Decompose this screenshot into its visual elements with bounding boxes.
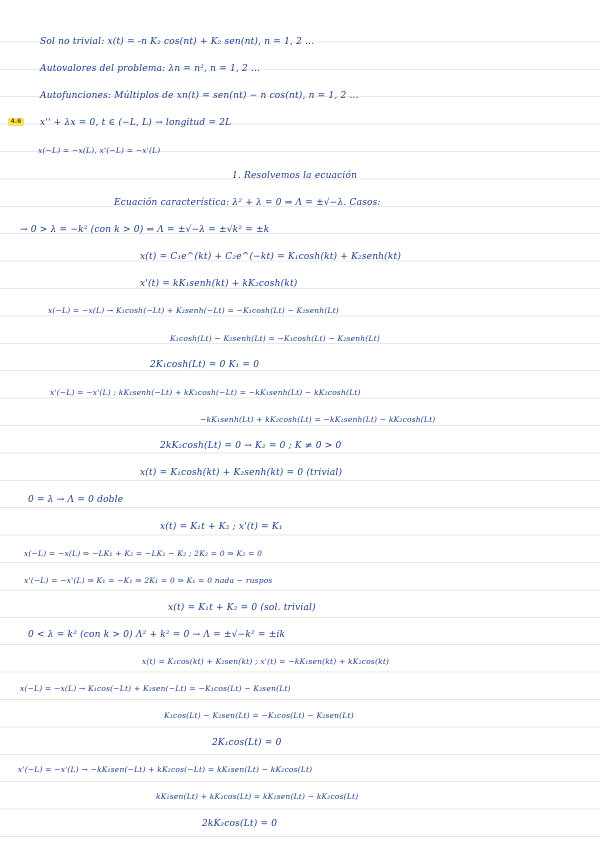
note-line-30: 2kK₂cos(Lt) = 0 — [202, 819, 278, 829]
note-line-25: x(−L) = −x(L) → K₁cos(−Lt) + K₂sen(−Lt) = −K₁cos(Lt) − K₂sen(Lt) — [20, 684, 291, 693]
note-line-13: 2K₁cosh(Lt) = 0 K₁ = 0 — [150, 360, 260, 370]
note-line-3: Autofunciones: Múltiplos de xn(t) = sen(nt) − n cos(nt), n = 1, 2 ... — [40, 91, 359, 101]
note-line-14: x'(−L) = −x'(L) ; kK₁senh(−Lt) + kK₂cosh(−Lt) = −kK₁senh(Lt) − kK₂cosh(Lt) — [50, 388, 361, 397]
note-line-2: Autovalores del problema: λn = n², n = 1, 2 ... — [40, 64, 261, 74]
note-line-19: x(t) = K₁t + K₂ ; x'(t) = K₁ — [160, 522, 283, 532]
note-line-9: x(t) = C₁e^(kt) + C₂e^(−kt) = K₁cosh(kt) + K₂senh(kt) — [140, 252, 402, 262]
note-line-11: x(−L) = −x(L) → K₁cosh(−Lt) + K₂senh(−Lt) = −K₁cosh(Lt) − K₂senh(Lt) — [48, 306, 339, 315]
note-line-10: x'(t) = kK₁senh(kt) + kK₂cosh(kt) — [140, 279, 298, 289]
note-line-6: 1. Resolvemos la ecuación — [232, 171, 358, 181]
note-line-26: K₁cos(Lt) − K₂sen(Lt) = −K₁cos(Lt) − K₂sen(Lt) — [164, 711, 354, 720]
note-line-29: kK₁sen(Lt) + kK₂cos(Lt) = kK₁sen(Lt) − kK₂cos(Lt) — [156, 792, 359, 801]
note-line-18: 0 = λ → Λ = 0 doble — [28, 495, 124, 505]
note-line-20: x(−L) = −x(L) ⇒ −LK₁ + K₂ = −LK₁ − K₂ ; 2K₂ = 0 ⇒ K₂ = 0 — [24, 549, 263, 558]
highlight-marker: 4.6 — [8, 118, 24, 126]
note-line-22: x(t) = K₁t + K₂ = 0 (sol. trivial) — [168, 603, 316, 613]
note-line-16: 2kK₂cosh(Lt) = 0 → K₂ = 0 ; K ≠ 0 > 0 — [160, 441, 342, 451]
note-line-7: Ecuación característica: λ² + λ = 0 ⇒ Λ = ±√−λ. Casos: — [114, 198, 381, 208]
note-line-27: 2K₁cos(Lt) = 0 — [212, 738, 282, 748]
note-line-23: 0 < λ = k² (con k > 0) Λ² + k² = 0 → Λ = ±√−k² = ±ik — [28, 630, 286, 640]
note-line-24: x(t) = K₁cos(kt) + K₂sen(kt) ; x'(t) = −kK₁sen(kt) + kK₂cos(kt) — [142, 657, 390, 666]
note-line-15: −kK₁senh(Lt) + kK₂cosh(Lt) = −kK₁senh(Lt) − kK₂cosh(Lt) — [200, 415, 436, 424]
note-line-4: x'' + λx = 0, t ∈ (−L, L) → longitud = 2L — [40, 118, 232, 128]
note-line-28: x'(−L) = −x'(L) → −kK₁sen(−Lt) + kK₂cos(−Lt) = kK₁sen(Lt) − kK₂cos(Lt) — [18, 765, 313, 774]
note-line-1: Sol no trivial: x(t) = -n K₂ cos(nt) + K₂ sen(nt), n = 1, 2 ... — [40, 37, 315, 47]
note-line-5: x(−L) = −x(L), x'(−L) = −x'(L) — [38, 146, 161, 155]
note-line-21: x'(−L) = −x'(L) ⇒ K₁ = −K₁ ⇒ 2K₁ = 0 ⇒ K₁ = 0 nada − ruspos — [24, 576, 273, 585]
note-line-8: → 0 > λ = −k² (con k > 0) ⇒ Λ = ±√−λ = ±√k² = ±k — [20, 225, 270, 235]
note-line-17: x(t) = K₁cosh(kt) + K₂senh(kt) = 0 (trivial) — [140, 468, 343, 478]
note-line-12: K₁cosh(Lt) − K₂senh(Lt) = −K₁cosh(Lt) − K₂senh(Lt) — [170, 334, 380, 343]
